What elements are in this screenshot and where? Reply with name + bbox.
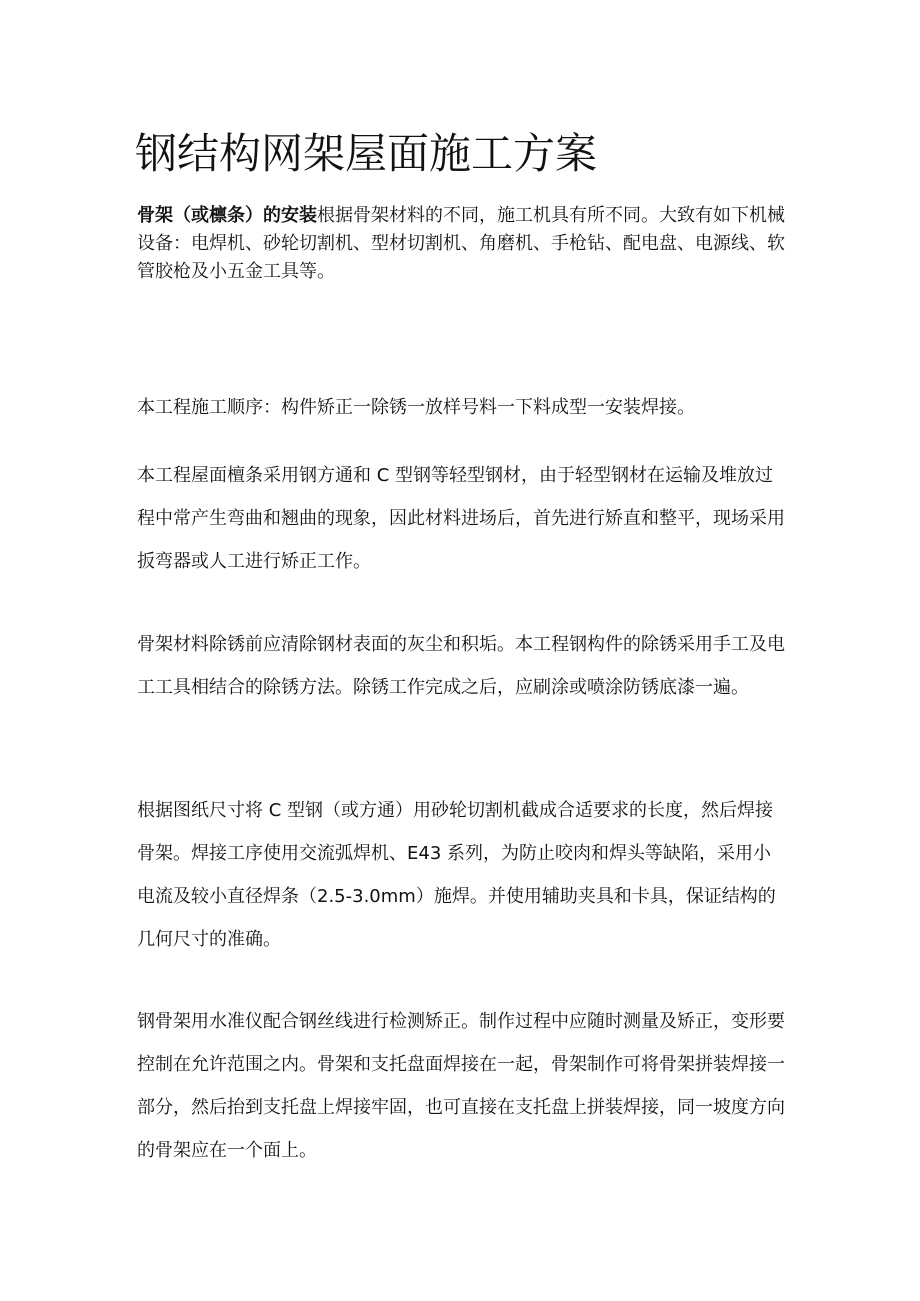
paragraph-construction-sequence: 本工程施工顺序：构件矫正一除锈一放样号料一下料成型一安装焊接。 xyxy=(137,397,695,418)
paragraph-rust-removal: 骨架材料除锈前应清除钢材表面的灰尘和积垢。本工程钢构件的除锈采用手工及电工工具相结合的除锈方法。除锈工作完成之后，应刷涂或喷涂防锈底漆一遍。 xyxy=(137,634,785,698)
paragraph-inspection: 钢骨架用水准仪配合钢丝线进行检测矫正。制作过程中应随时测量及矫正，变形要控制在允许范围之内。骨架和支托盘面焊接在一起，骨架制作可将骨架拼装焊接一部分，然后抬到支托盘上焊接牢固，也可直接在支托盘上拼装焊接，同一坡度方向的骨架应在一个面上。 xyxy=(137,1011,785,1161)
intro-paragraph xyxy=(137,202,787,286)
paragraph-cutting-welding: 根据图纸尺寸将 C 型钢（或方通）用砂轮切割机截成合适要求的长度，然后焊接骨架。焊接工序使用交流弧焊机、E43 系列，为防止咬肉和焊头等缺陷，采用小电流及较小直径焊条（2.5-3.0mm）施焊。并使用辅助夹具和卡具，保证结构的几何尺寸的准确。 xyxy=(137,800,776,950)
intro-lead: 骨架（或檩条）的安装 xyxy=(137,205,317,226)
document-title: 钢结构网架屋面施工方案 xyxy=(135,129,598,178)
paragraph-straightening: 本工程屋面檀条采用钢方通和 C 型钢等轻型钢材，由于轻型钢材在运输及堆放过程中常产生弯曲和翘曲的现象，因此材料进场后，首先进行矫直和整平，现场采用扳弯器或人工进行矫正工作。 xyxy=(137,465,785,572)
intro-text: 根据骨架材料的不同，施工机具有所不同。大致有如下机械设备：电焊机、砂轮切割机、型材切割机、角磨机、手枪钻、配电盘、电源线、软管胶枪及小五金工具等。 xyxy=(137,205,785,282)
